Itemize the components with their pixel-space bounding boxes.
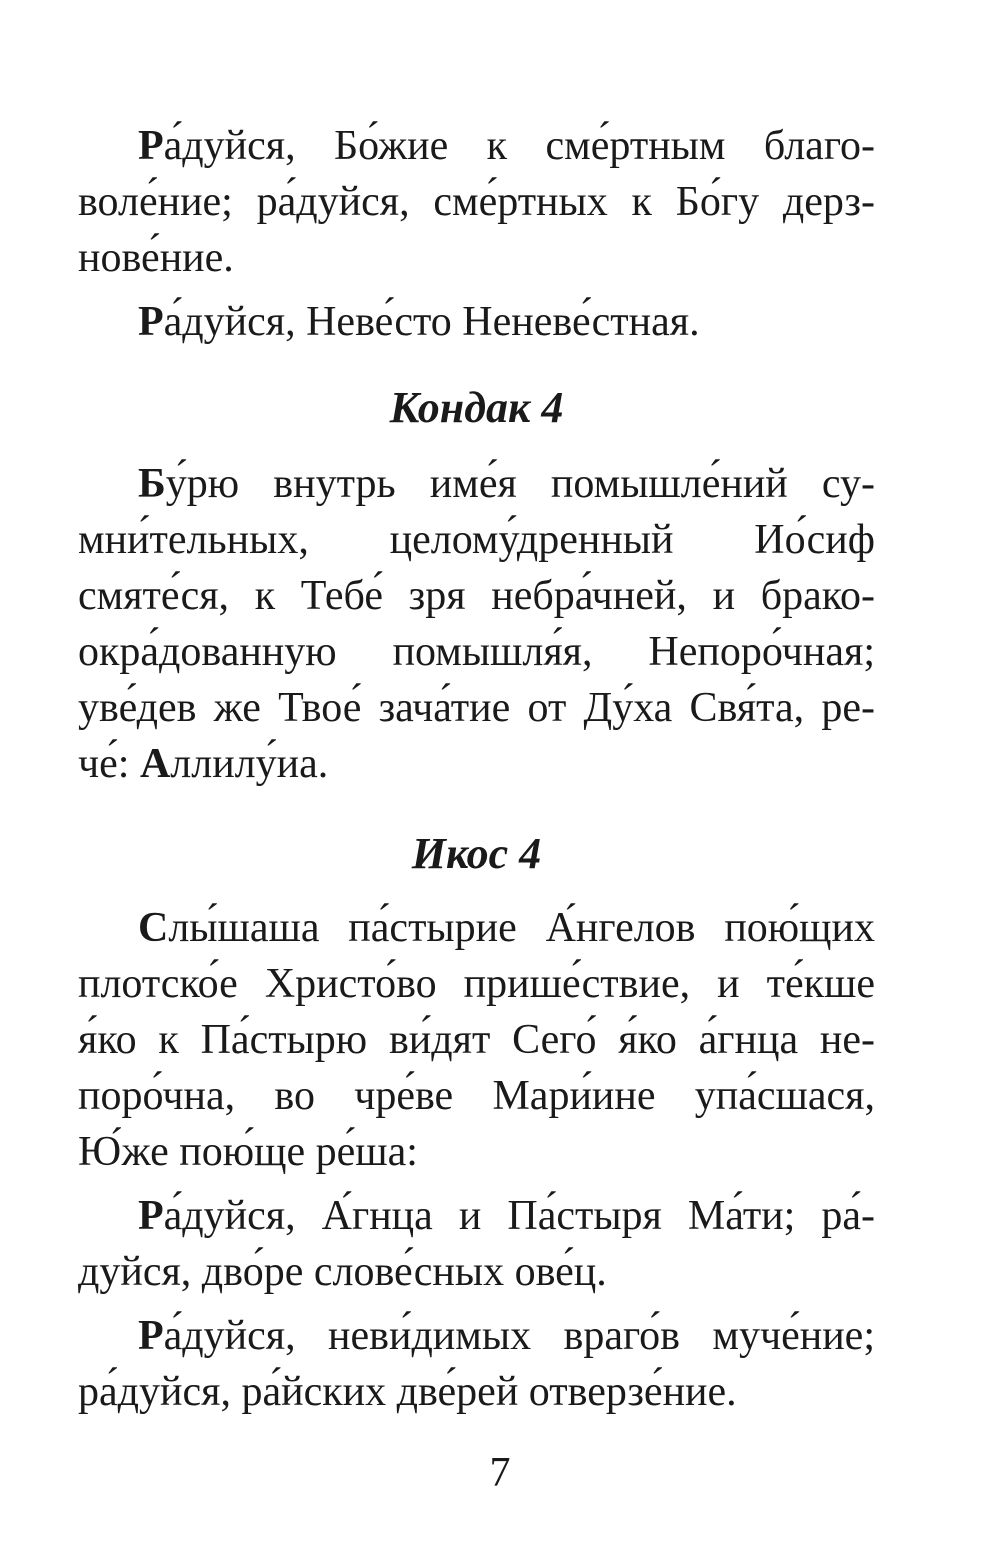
text-line: Ю́же пою́ще ре́ша: <box>78 1129 418 1175</box>
text-line: Ра́дуйся, А́гнца и Па́стыря Ма́ти; ра́- <box>138 1193 875 1239</box>
text-line: окра́дованную помышля́я, Непоро́чная; <box>78 629 875 675</box>
kondak-heading: Кондак 4 <box>389 383 564 432</box>
drop-initial: Р <box>138 299 164 345</box>
text-line: дуйся, дво́ре слове́сных ове́ц. <box>78 1249 607 1295</box>
drop-initial: Р <box>138 1193 164 1239</box>
text-line: ра́дуйся, ра́йских две́рей отверзе́ние. <box>78 1369 737 1415</box>
text-line: поро́чна, во чре́ве Мари́ине упа́сшася, <box>78 1073 875 1119</box>
paragraph-rejoice-2 <box>78 294 875 350</box>
text-line: Ра́дуйся, Неве́сто Неневе́стная. <box>138 299 700 345</box>
paragraph-rejoice-4 <box>78 1188 875 1300</box>
text-line: Слы́шаша па́стырие А́нгелов пою́щих <box>138 905 875 951</box>
page-number: 7 <box>489 1450 511 1496</box>
ikos-heading: Икос 4 <box>411 829 542 878</box>
paragraph-rejoice-5 <box>78 1308 875 1420</box>
drop-initial: Р <box>138 1313 164 1359</box>
text-line: Бу́рю внутрь име́я помышле́ний су- <box>138 461 875 507</box>
ikos-text <box>78 900 875 1180</box>
text-line: Ра́дуйся, неви́димых враго́в муче́ние; <box>138 1313 875 1359</box>
text-line: уве́дев же Твое́ зача́тие от Ду́ха Свя́та, ре- <box>78 685 875 731</box>
text-line: Ра́дуйся, Бо́жие к сме́ртным благо- <box>138 123 875 169</box>
text-line: че́: Аллилу́иа. <box>78 741 329 787</box>
text-line: я́ко к Па́стырю ви́дят Сего́ я́ко а́гнца не- <box>78 1017 875 1063</box>
paragraph-rejoice-1 <box>78 118 875 286</box>
drop-initial: Б <box>138 461 166 507</box>
alleluia-initial: А <box>139 741 171 787</box>
text-line: плотско́е Христо́во прише́ствие, и те́кше <box>78 961 875 1007</box>
page-body <box>78 118 875 1420</box>
kondak-text <box>78 456 875 792</box>
drop-initial: С <box>138 905 169 951</box>
text-line: смяте́ся, к Тебе́ зря небра́чней, и брако- <box>78 573 875 619</box>
text-line: мни́тельных, целому́дренный Ио́сиф <box>78 517 875 563</box>
text-line: нове́ние. <box>78 235 234 281</box>
text-line: воле́ние; ра́дуйся, сме́ртных к Бо́гу дерз- <box>78 179 875 225</box>
drop-initial: Р <box>138 123 164 169</box>
